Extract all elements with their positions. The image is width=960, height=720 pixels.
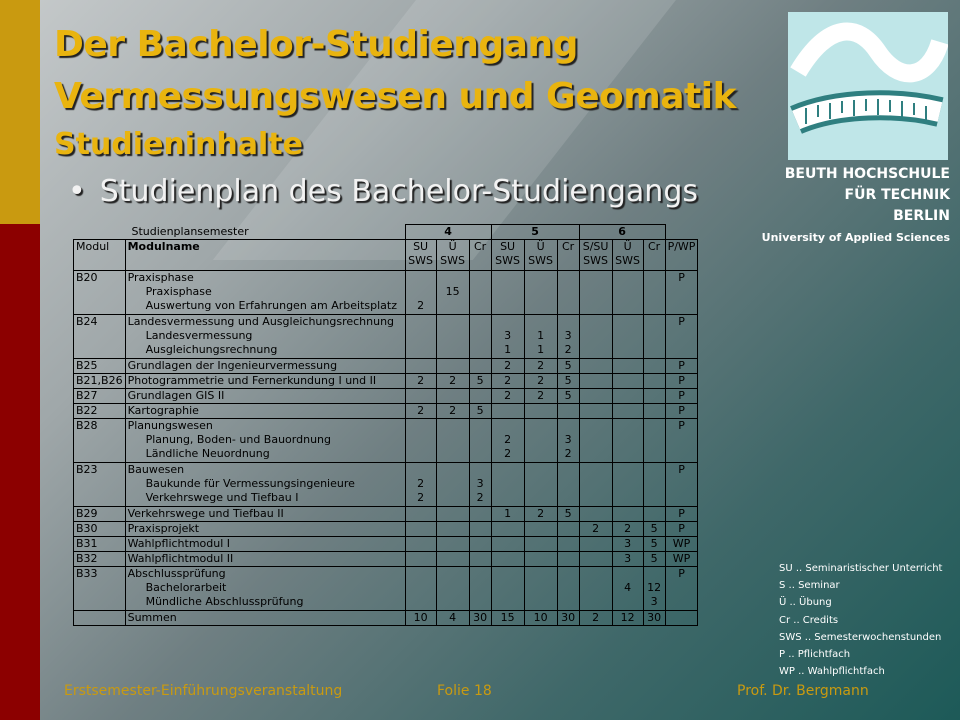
value-cell: [469, 315, 491, 359]
sub-header-3: SU SWS: [491, 240, 524, 271]
value-cell: [612, 463, 643, 507]
value-cell: [491, 463, 524, 507]
table-row: [74, 389, 698, 404]
value-cell: [491, 537, 524, 552]
sub-header-4: Ü SWS: [524, 240, 557, 271]
modul-name-line: Photogrammetrie und Fernerkundung I und II: [127, 374, 377, 387]
value-cell: P: [665, 271, 698, 315]
value-cell: [612, 507, 643, 522]
value-cell: 2: [524, 507, 557, 522]
value-cell: [469, 522, 491, 537]
modul-code: B32: [74, 552, 126, 567]
modul-code: B27: [74, 389, 126, 404]
value-cell: 3: [612, 537, 643, 552]
value-cell: P: [665, 389, 698, 404]
value-cell: 3 2: [557, 315, 579, 359]
school-name: [762, 164, 950, 248]
modul-name-line: Summen: [127, 611, 177, 624]
value-cell: P: [665, 463, 698, 507]
value-cell: 5: [557, 507, 579, 522]
legend-item: P .. Pflichtfach: [779, 649, 851, 661]
school-line1: BEUTH HOCHSCHULE: [784, 166, 950, 182]
value-cell: [405, 567, 436, 611]
value-cell: 5: [557, 389, 579, 404]
legend-item: S .. Seminar: [779, 580, 840, 592]
table-row: [74, 359, 698, 374]
modul-name: [125, 611, 405, 626]
value-cell: 2: [579, 522, 612, 537]
value-cell: 2: [436, 374, 469, 389]
footer-author: Prof. Dr. Bergmann: [737, 683, 869, 699]
slide-title-line2: Vermessungswesen und Geomatik: [54, 76, 737, 117]
value-cell: 5: [643, 552, 665, 567]
col-modulname: Modulname: [125, 240, 405, 271]
modul-name-line: Landesvermessung: [145, 329, 253, 342]
value-cell: 1: [491, 507, 524, 522]
value-cell: [405, 419, 436, 463]
value-cell: [436, 419, 469, 463]
slide-subtitle: Studieninhalte: [54, 127, 303, 162]
value-cell: [491, 271, 524, 315]
value-cell: [405, 552, 436, 567]
value-cell: [469, 271, 491, 315]
table-row: [74, 315, 698, 359]
value-cell: [579, 552, 612, 567]
value-cell: [612, 419, 643, 463]
footer-slide-number: Folie 18: [437, 683, 492, 699]
value-cell: 10: [405, 611, 436, 626]
modul-code: B30: [74, 522, 126, 537]
value-cell: [405, 537, 436, 552]
sub-header-0: SU SWS: [405, 240, 436, 271]
value-cell: [579, 537, 612, 552]
value-cell: [557, 463, 579, 507]
value-cell: [643, 507, 665, 522]
value-cell: [524, 419, 557, 463]
value-cell: [557, 522, 579, 537]
semester-4: 4: [405, 225, 491, 240]
sub-header-9: P/WP: [665, 240, 698, 271]
modul-name-line: Bauwesen: [127, 463, 185, 476]
table-row: [74, 537, 698, 552]
table-row: [74, 271, 698, 315]
slide-title-line1: Der Bachelor-Studiengang: [54, 24, 578, 65]
value-cell: 1 1: [524, 315, 557, 359]
value-cell: 15: [436, 271, 469, 315]
modul-name-line: Bachelorarbeit: [145, 581, 227, 594]
value-cell: 12 3: [643, 567, 665, 611]
value-cell: [557, 404, 579, 419]
value-cell: [643, 359, 665, 374]
table-row: [74, 567, 698, 611]
school-line2: FÜR TECHNIK: [844, 187, 950, 203]
modul-name-line: Wahlpflichtmodul II: [127, 552, 234, 565]
value-cell: [579, 404, 612, 419]
value-cell: [579, 374, 612, 389]
modul-code: B21,B26: [74, 374, 126, 389]
modul-code: B23: [74, 463, 126, 507]
table-row: [74, 507, 698, 522]
modul-code: B28: [74, 419, 126, 463]
gold-accent-bar: [0, 0, 40, 224]
value-cell: 2: [405, 374, 436, 389]
sub-header-6: S/SU SWS: [579, 240, 612, 271]
footer-event: Erstsemester-Einführungsveranstaltung: [64, 683, 343, 699]
modul-name-line: Ausgleichungsrechnung: [145, 343, 278, 356]
value-cell: 2: [491, 374, 524, 389]
value-cell: [469, 537, 491, 552]
value-cell: 12: [612, 611, 643, 626]
value-cell: [491, 552, 524, 567]
value-cell: [469, 567, 491, 611]
modul-name: [125, 271, 405, 315]
modul-code: B22: [74, 404, 126, 419]
value-cell: 2: [579, 611, 612, 626]
value-cell: [557, 567, 579, 611]
modul-name-line: Planungswesen: [127, 419, 213, 432]
value-cell: 2: [524, 374, 557, 389]
value-cell: [469, 389, 491, 404]
modul-code: B31: [74, 537, 126, 552]
value-cell: P: [665, 315, 698, 359]
value-cell: [436, 552, 469, 567]
value-cell: [436, 359, 469, 374]
value-cell: 3 2: [557, 419, 579, 463]
bullet-point: • Studienplan des Bachelor-Studiengangs: [68, 174, 698, 209]
school-subtitle: University of Applied Sciences: [761, 231, 950, 244]
value-cell: [643, 271, 665, 315]
table-row: [74, 374, 698, 389]
value-cell: [469, 552, 491, 567]
modul-name-line: Grundlagen der Ingenieurvermessung: [127, 359, 338, 372]
value-cell: 2 2: [491, 419, 524, 463]
value-cell: [643, 463, 665, 507]
col-modul: Modul: [74, 240, 126, 271]
value-cell: [405, 359, 436, 374]
modul-code: [74, 611, 126, 626]
modul-name: [125, 419, 405, 463]
modul-name: [125, 567, 405, 611]
value-cell: 2: [405, 271, 436, 315]
value-cell: 5: [557, 374, 579, 389]
value-cell: [612, 271, 643, 315]
modul-code: B20: [74, 271, 126, 315]
modul-name: [125, 522, 405, 537]
value-cell: [643, 419, 665, 463]
value-cell: [436, 315, 469, 359]
value-cell: 2 2: [405, 463, 436, 507]
value-cell: [612, 389, 643, 404]
value-cell: 2: [491, 359, 524, 374]
value-cell: 2: [491, 389, 524, 404]
modul-name-line: Praxisphase: [127, 271, 194, 284]
modul-name-line: Abschlussprüfung: [127, 567, 226, 580]
value-cell: [405, 507, 436, 522]
value-cell: 10: [524, 611, 557, 626]
column-header-row: [74, 240, 698, 271]
value-cell: P: [665, 419, 698, 463]
modul-name-line: Ländliche Neuordnung: [145, 447, 270, 460]
value-cell: [643, 315, 665, 359]
value-cell: 5: [557, 359, 579, 374]
value-cell: [491, 522, 524, 537]
value-cell: 2: [524, 389, 557, 404]
value-cell: [405, 522, 436, 537]
value-cell: [436, 389, 469, 404]
value-cell: [557, 537, 579, 552]
value-cell: [557, 271, 579, 315]
value-cell: [491, 404, 524, 419]
modul-name: [125, 315, 405, 359]
value-cell: [436, 522, 469, 537]
table-row: [74, 522, 698, 537]
value-cell: [665, 611, 698, 626]
semester-label: Studienplansemester: [74, 225, 406, 240]
value-cell: [579, 315, 612, 359]
sub-header-8: Cr: [643, 240, 665, 271]
semester-6: 6: [579, 225, 665, 240]
value-cell: [524, 567, 557, 611]
value-cell: [405, 315, 436, 359]
value-cell: WP: [665, 537, 698, 552]
sub-header-2: Cr: [469, 240, 491, 271]
modul-code: B29: [74, 507, 126, 522]
sub-header-7: Ü SWS: [612, 240, 643, 271]
value-cell: 30: [557, 611, 579, 626]
value-cell: 5: [469, 404, 491, 419]
modul-name-line: Planung, Boden- und Bauordnung: [145, 433, 331, 446]
sub-header-5: Cr: [557, 240, 579, 271]
legend-item: SWS .. Semesterwochenstunden: [779, 631, 942, 643]
study-plan-table: [73, 224, 698, 626]
value-cell: [579, 567, 612, 611]
modul-name-line: Verkehrswege und Tiefbau I: [145, 491, 299, 504]
value-cell: [405, 389, 436, 404]
modul-name-line: Grundlagen GIS II: [127, 389, 225, 402]
modul-name-line: Praxisprojekt: [127, 522, 200, 535]
value-cell: 5: [643, 522, 665, 537]
value-cell: 4: [436, 611, 469, 626]
value-cell: [579, 271, 612, 315]
value-cell: [557, 552, 579, 567]
modul-name-line: Praxisphase: [145, 285, 212, 298]
semester-header-row: [74, 225, 698, 240]
plan-grid: [73, 224, 698, 626]
value-cell: [579, 463, 612, 507]
modul-name: [125, 537, 405, 552]
legend-item: WP .. Wahlpflichtfach: [779, 666, 885, 678]
legend-item: Ü .. Übung: [779, 597, 832, 609]
legend: [779, 560, 942, 680]
value-cell: [579, 507, 612, 522]
modul-code: B24: [74, 315, 126, 359]
modul-name-line: Landesvermessung und Ausgleichungsrechnung: [127, 315, 395, 328]
value-cell: 5: [643, 537, 665, 552]
value-cell: [643, 389, 665, 404]
value-cell: [436, 507, 469, 522]
modul-name: [125, 463, 405, 507]
value-cell: [524, 552, 557, 567]
value-cell: [436, 537, 469, 552]
value-cell: 2: [524, 359, 557, 374]
modul-name: [125, 374, 405, 389]
table-row: [74, 404, 698, 419]
value-cell: 30: [469, 611, 491, 626]
value-cell: [612, 315, 643, 359]
value-cell: P: [665, 522, 698, 537]
value-cell: [524, 522, 557, 537]
school-line3: BERLIN: [893, 208, 950, 224]
modul-name: [125, 404, 405, 419]
table-row: [74, 463, 698, 507]
value-cell: [612, 374, 643, 389]
modul-name-line: Verkehrswege und Tiefbau II: [127, 507, 284, 520]
value-cell: 15: [491, 611, 524, 626]
value-cell: P: [665, 359, 698, 374]
value-cell: 3 1: [491, 315, 524, 359]
value-cell: P: [665, 374, 698, 389]
modul-name-line: Mündliche Abschlussprüfung: [145, 595, 304, 608]
modul-code: B33: [74, 567, 126, 611]
legend-item: Cr .. Credits: [779, 614, 839, 626]
value-cell: [524, 404, 557, 419]
value-cell: [579, 359, 612, 374]
value-cell: P: [665, 404, 698, 419]
modul-name-line: Kartographie: [127, 404, 199, 417]
value-cell: 2: [436, 404, 469, 419]
modul-name-line: Baukunde für Vermessungsingenieure: [145, 477, 355, 490]
value-cell: 5: [469, 374, 491, 389]
value-cell: 3 2: [469, 463, 491, 507]
bullet-text: Studienplan des Bachelor-Studiengangs: [99, 174, 698, 209]
value-cell: [436, 463, 469, 507]
value-cell: [491, 567, 524, 611]
value-cell: [524, 463, 557, 507]
value-cell: 4: [612, 567, 643, 611]
value-cell: [643, 374, 665, 389]
value-cell: 2: [405, 404, 436, 419]
value-cell: [469, 507, 491, 522]
value-cell: P: [665, 567, 698, 611]
value-cell: 30: [643, 611, 665, 626]
value-cell: [612, 359, 643, 374]
modul-name: [125, 552, 405, 567]
value-cell: 2: [612, 522, 643, 537]
value-cell: [612, 404, 643, 419]
value-cell: [579, 389, 612, 404]
sub-header-1: Ü SWS: [436, 240, 469, 271]
red-accent-bar: [0, 224, 40, 720]
table-row: [74, 611, 698, 626]
modul-name-line: Wahlpflichtmodul I: [127, 537, 231, 550]
university-logo: [788, 12, 948, 160]
value-cell: [579, 419, 612, 463]
value-cell: [524, 271, 557, 315]
value-cell: [469, 359, 491, 374]
table-row: [74, 552, 698, 567]
value-cell: [524, 537, 557, 552]
value-cell: [436, 567, 469, 611]
semester-5: 5: [491, 225, 579, 240]
table-row: [74, 419, 698, 463]
value-cell: P: [665, 507, 698, 522]
modul-name: [125, 359, 405, 374]
modul-name-line: Auswertung von Erfahrungen am Arbeitsplatz: [145, 299, 398, 312]
modul-name: [125, 507, 405, 522]
modul-name: [125, 389, 405, 404]
value-cell: WP: [665, 552, 698, 567]
legend-item: SU .. Seminaristischer Unterricht: [779, 563, 943, 574]
value-cell: 3: [612, 552, 643, 567]
value-cell: [469, 419, 491, 463]
modul-code: B25: [74, 359, 126, 374]
value-cell: [643, 404, 665, 419]
